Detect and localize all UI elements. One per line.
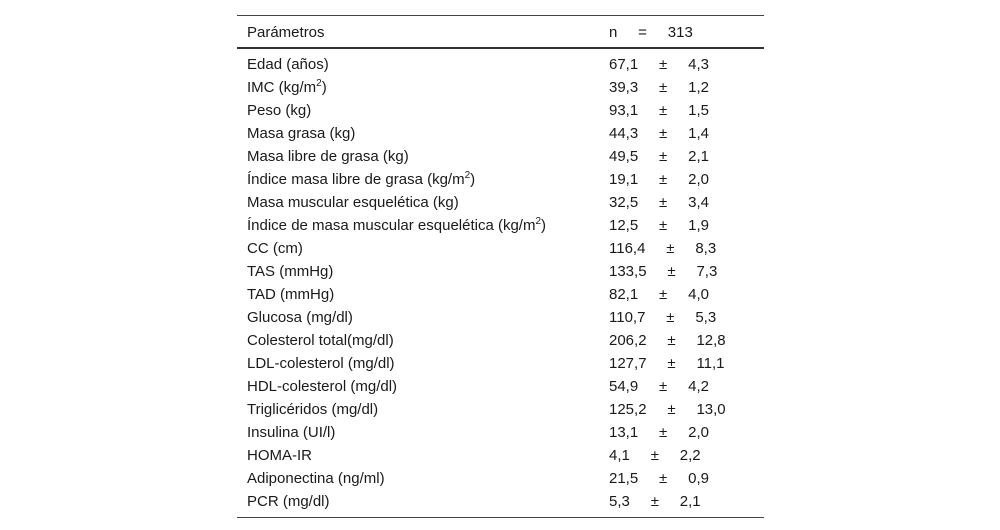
parameter-label: LDL-colesterol (mg/dl) <box>247 355 395 372</box>
header-parameters: Parámetros <box>247 24 325 41</box>
parameter-value: 133,5 ± 7,3 <box>609 263 718 280</box>
table-row <box>237 490 764 513</box>
parameter-name <box>247 122 355 145</box>
parameter-name <box>247 53 329 76</box>
parameter-label: Edad (años) <box>247 56 329 73</box>
parameter-label: Masa libre de grasa (kg) <box>247 148 409 165</box>
parameter-label: Colesterol total(mg/dl) <box>247 332 394 349</box>
parameter-label-suffix: ) <box>541 217 547 234</box>
table-row <box>237 375 764 398</box>
parameter-value: 4,1 ± 2,2 <box>609 447 701 464</box>
parameter-label: PCR (mg/dl) <box>247 493 330 510</box>
header-n-value: n = 313 <box>609 24 693 41</box>
unit-superscript: 2 <box>316 78 322 89</box>
parameter-name <box>247 398 378 421</box>
parameter-name <box>247 352 395 375</box>
table-row <box>237 329 764 352</box>
parameter-label: Insulina (UI/l) <box>247 424 336 441</box>
parameter-label: TAS (mmHg) <box>247 263 334 280</box>
unit-superscript: 2 <box>464 170 471 181</box>
parameter-value: 206,2 ± 12,8 <box>609 332 726 349</box>
table-row <box>237 398 764 421</box>
parameter-value: 82,1 ± 4,0 <box>609 286 709 303</box>
parameter-label: HDL-colesterol (mg/dl) <box>247 378 398 395</box>
parameter-value: 116,4 ± 8,3 <box>609 240 717 257</box>
parameter-value: 19,1 ± 2,0 <box>609 171 709 188</box>
parameter-value: 67,1 ± 4,3 <box>609 56 709 73</box>
parameter-label: Masa muscular esquelética (kg) <box>247 194 459 211</box>
table-row <box>237 467 764 490</box>
parameter-label: HOMA-IR <box>247 447 312 464</box>
table-row <box>237 214 764 237</box>
parameter-value: 49,5 ± 2,1 <box>609 148 709 165</box>
parameter-value: 32,5 ± 3,4 <box>609 194 709 211</box>
table-bottom-rule <box>237 517 764 518</box>
parameter-label: IMC (kg/m <box>247 79 317 96</box>
parameter-value: 13,1 ± 2,0 <box>609 424 709 441</box>
table-row <box>237 352 764 375</box>
table-row <box>237 191 764 214</box>
parameter-label: CC (cm) <box>247 240 303 257</box>
unit-superscript: 2 <box>535 216 542 227</box>
parameter-name <box>247 306 353 329</box>
parameter-name <box>247 467 385 490</box>
table-row <box>237 53 764 76</box>
parameter-name <box>247 490 330 513</box>
table-row <box>237 99 764 122</box>
parameters-table <box>237 15 764 518</box>
parameter-label: Índice masa libre de grasa (kg/m <box>247 171 465 188</box>
parameter-label-suffix: ) <box>470 171 476 188</box>
parameter-label: TAD (mmHg) <box>247 286 335 303</box>
table-row <box>237 145 764 168</box>
table-body <box>237 49 764 517</box>
parameter-name <box>247 283 334 306</box>
parameter-name <box>247 237 303 260</box>
parameter-value: 110,7 ± 5,3 <box>609 309 717 326</box>
parameter-label: Adiponectina (ng/ml) <box>247 470 385 487</box>
parameter-value: 54,9 ± 4,2 <box>609 378 709 395</box>
parameter-name <box>247 329 394 352</box>
parameter-name <box>247 375 397 398</box>
parameter-name <box>247 444 312 467</box>
table-row <box>237 237 764 260</box>
parameter-name <box>247 145 409 168</box>
table-row <box>237 444 764 467</box>
parameter-label: Triglicéridos (mg/dl) <box>247 401 379 418</box>
parameter-label-suffix: ) <box>321 79 327 96</box>
parameter-value: 127,7 ± 11,1 <box>609 355 725 372</box>
parameter-name <box>247 260 333 283</box>
parameter-label: Glucosa (mg/dl) <box>247 309 353 326</box>
parameter-name <box>247 99 311 122</box>
parameter-value: 125,2 ± 13,0 <box>609 401 726 418</box>
table-row <box>237 283 764 306</box>
parameter-value: 93,1 ± 1,5 <box>609 102 709 119</box>
table-row <box>237 306 764 329</box>
parameter-value: 5,3 ± 2,1 <box>609 493 701 510</box>
table-row <box>237 260 764 283</box>
parameter-name <box>247 76 327 101</box>
table-row <box>237 168 764 191</box>
parameter-value: 44,3 ± 1,4 <box>609 125 709 142</box>
table-header-row <box>237 16 764 47</box>
parameter-label: Masa grasa (kg) <box>247 125 356 142</box>
table-row <box>237 421 764 444</box>
parameter-name <box>247 214 546 239</box>
parameter-label: Peso (kg) <box>247 102 312 119</box>
parameter-name <box>247 421 335 444</box>
parameter-name <box>247 168 475 193</box>
parameter-value: 39,3 ± 1,2 <box>609 79 709 96</box>
parameter-name <box>247 191 459 214</box>
table-row <box>237 122 764 145</box>
parameter-value: 12,5 ± 1,9 <box>609 217 709 234</box>
parameter-value: 21,5 ± 0,9 <box>609 470 709 487</box>
table-row <box>237 76 764 99</box>
parameter-label: Índice de masa muscular esquelética (kg/m <box>247 217 536 234</box>
